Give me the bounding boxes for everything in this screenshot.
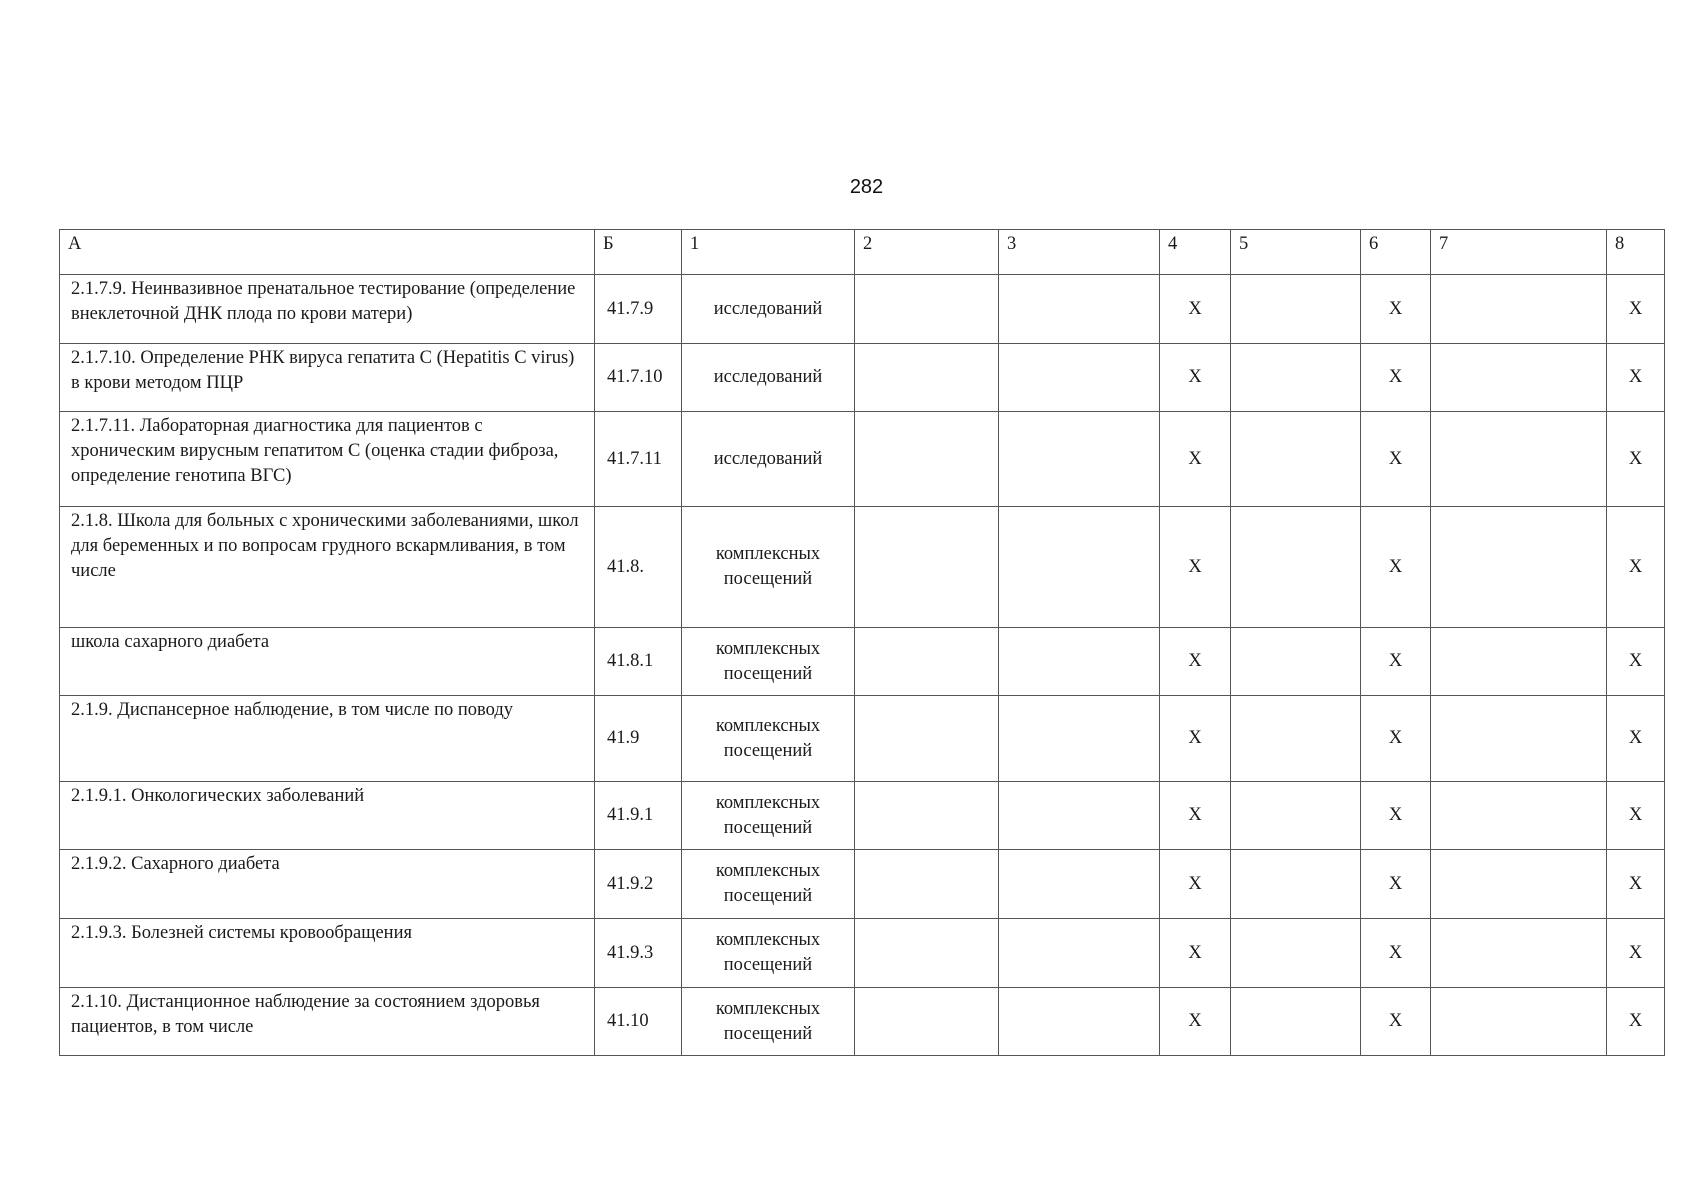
row-name: 2.1.8. Школа для больных с хроническими заболеваниями, школ для беременных и по вопросам грудного вскармливания, в том числе [60,507,595,628]
empty-cell [1431,412,1607,507]
row-name: 2.1.9.3. Болезней системы кровообращения [60,919,595,988]
row-unit: исследований [682,412,855,507]
row-name: 2.1.7.9. Неинвазивное пренатальное тестирование (определение внеклеточной ДНК плода по крови матери) [60,275,595,344]
header-cell: 2 [855,230,999,275]
table-row [60,919,1665,988]
mark-col8: X [1607,275,1665,344]
table-header-row [60,230,1665,275]
mark-col4: X [1160,782,1231,850]
mark-col4: X [1160,507,1231,628]
empty-cell [999,988,1160,1056]
empty-cell [855,696,999,782]
mark-col4: X [1160,988,1231,1056]
row-name: 2.1.9.1. Онкологических заболеваний [60,782,595,850]
row-code: 41.9.1 [595,782,682,850]
empty-cell [1431,275,1607,344]
empty-cell [999,696,1160,782]
empty-cell [1231,919,1361,988]
page-number: 282 [849,176,884,198]
table-row [60,850,1665,919]
header-cell: Б [595,230,682,275]
row-code: 41.10 [595,988,682,1056]
empty-cell [1431,919,1607,988]
row-code: 41.7.10 [595,344,682,412]
row-name: 2.1.7.11. Лабораторная диагностика для пациентов с хроническим вирусным гепатитом С (оценка стадии фиброза, определение генотипа ВГС) [60,412,595,507]
table-row [60,344,1665,412]
mark-col4: X [1160,850,1231,919]
mark-col8: X [1607,919,1665,988]
header-cell: 5 [1231,230,1361,275]
table-row [60,988,1665,1056]
mark-col4: X [1160,696,1231,782]
row-unit: комплексных посещений [682,782,855,850]
row-name: школа сахарного диабета [60,628,595,696]
row-unit: комплексных посещений [682,919,855,988]
row-code: 41.9 [595,696,682,782]
mark-col8: X [1607,988,1665,1056]
mark-col6: X [1361,628,1431,696]
empty-cell [855,850,999,919]
row-unit: комплексных посещений [682,696,855,782]
row-name: 2.1.9.2. Сахарного диабета [60,850,595,919]
mark-col4: X [1160,275,1231,344]
empty-cell [855,344,999,412]
mark-col8: X [1607,507,1665,628]
mark-col6: X [1361,275,1431,344]
mark-col6: X [1361,782,1431,850]
mark-col4: X [1160,412,1231,507]
header-cell: 1 [682,230,855,275]
row-unit: комплексных посещений [682,628,855,696]
empty-cell [1231,344,1361,412]
mark-col8: X [1607,344,1665,412]
empty-cell [855,919,999,988]
empty-cell [855,412,999,507]
empty-cell [855,275,999,344]
empty-cell [999,275,1160,344]
empty-cell [1231,628,1361,696]
header-cell: 7 [1431,230,1607,275]
row-code: 41.9.3 [595,919,682,988]
empty-cell [999,628,1160,696]
row-unit: исследований [682,344,855,412]
mark-col4: X [1160,344,1231,412]
row-unit: комплексных посещений [682,507,855,628]
mark-col4: X [1160,919,1231,988]
empty-cell [1231,275,1361,344]
row-unit: комплексных посещений [682,850,855,919]
row-code: 41.7.9 [595,275,682,344]
empty-cell [1231,696,1361,782]
mark-col8: X [1607,412,1665,507]
empty-cell [999,412,1160,507]
mark-col8: X [1607,628,1665,696]
mark-col4: X [1160,628,1231,696]
mark-col6: X [1361,412,1431,507]
empty-cell [999,782,1160,850]
row-code: 41.7.11 [595,412,682,507]
empty-cell [1431,344,1607,412]
table-row [60,275,1665,344]
mark-col6: X [1361,988,1431,1056]
mark-col8: X [1607,782,1665,850]
empty-cell [1431,628,1607,696]
mark-col8: X [1607,850,1665,919]
empty-cell [999,919,1160,988]
mark-col6: X [1361,919,1431,988]
header-cell: А [60,230,595,275]
table-row [60,696,1665,782]
row-code: 41.8.1 [595,628,682,696]
row-unit: комплексных посещений [682,988,855,1056]
row-name: 2.1.10. Дистанционное наблюдение за состоянием здоровья пациентов, в том числе [60,988,595,1056]
empty-cell [855,628,999,696]
table-row [60,412,1665,507]
empty-cell [1431,782,1607,850]
empty-cell [1431,850,1607,919]
empty-cell [1431,988,1607,1056]
empty-cell [855,507,999,628]
empty-cell [999,850,1160,919]
header-cell: 8 [1607,230,1665,275]
empty-cell [1231,782,1361,850]
row-unit: исследований [682,275,855,344]
mark-col6: X [1361,850,1431,919]
empty-cell [1231,988,1361,1056]
row-code: 41.9.2 [595,850,682,919]
row-name: 2.1.9. Диспансерное наблюдение, в том числе по поводу [60,696,595,782]
table-row [60,782,1665,850]
data-table [59,229,1665,1056]
empty-cell [1231,850,1361,919]
empty-cell [1431,696,1607,782]
row-name: 2.1.7.10. Определение РНК вируса гепатита С (Hepatitis C virus) в крови методом ПЦР [60,344,595,412]
empty-cell [999,344,1160,412]
header-cell: 3 [999,230,1160,275]
empty-cell [855,988,999,1056]
empty-cell [999,507,1160,628]
empty-cell [1431,507,1607,628]
table-row [60,628,1665,696]
header-cell: 6 [1361,230,1431,275]
mark-col8: X [1607,696,1665,782]
table-row [60,507,1665,628]
header-cell: 4 [1160,230,1231,275]
mark-col6: X [1361,507,1431,628]
row-code: 41.8. [595,507,682,628]
mark-col6: X [1361,696,1431,782]
mark-col6: X [1361,344,1431,412]
empty-cell [1231,507,1361,628]
empty-cell [1231,412,1361,507]
empty-cell [855,782,999,850]
